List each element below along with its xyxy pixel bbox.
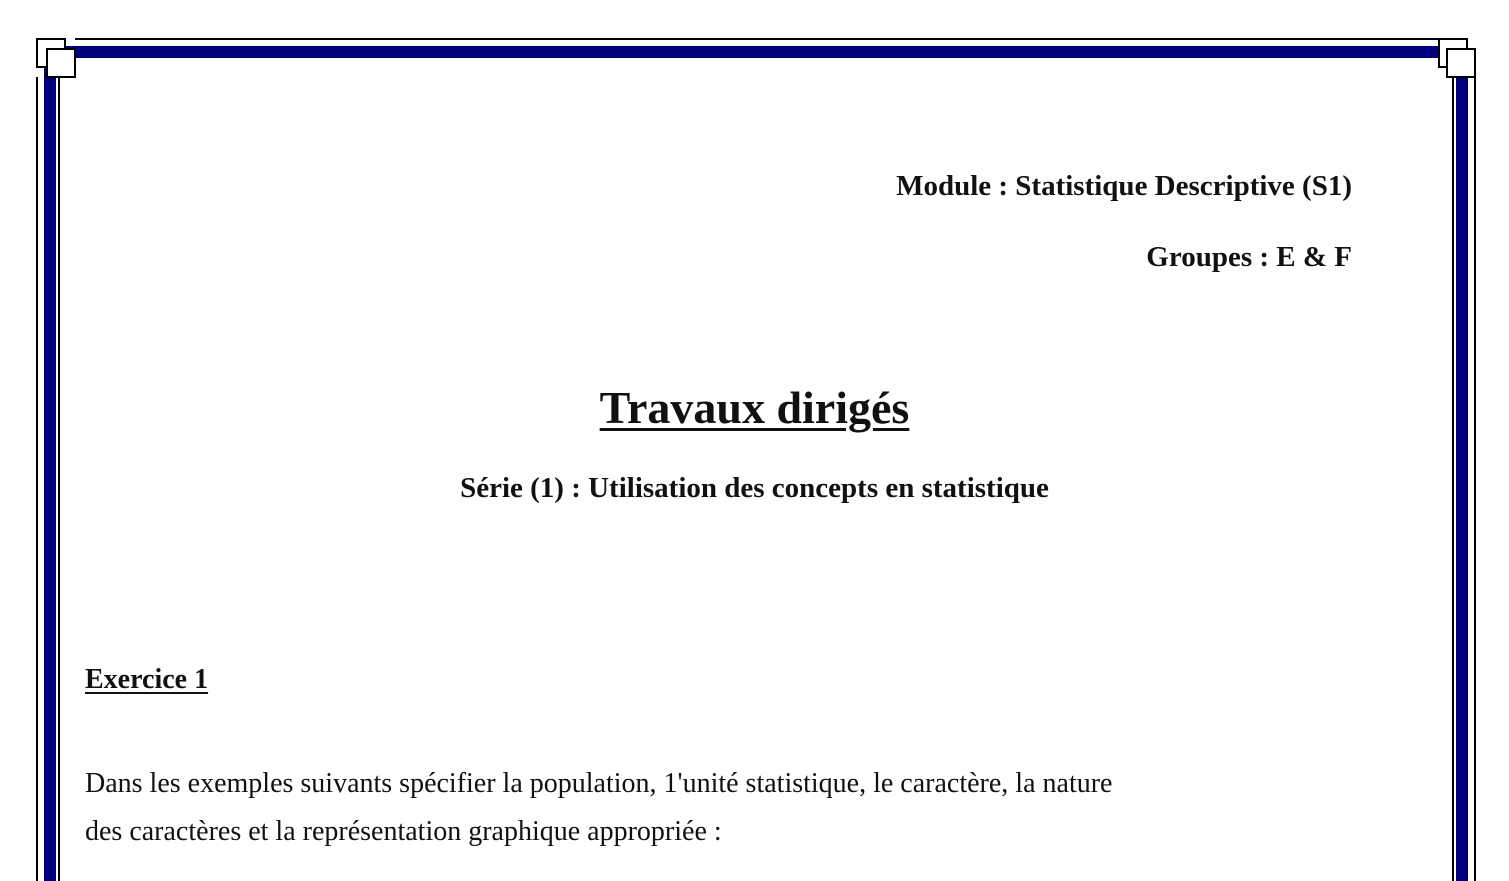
groups-label: Groupes : E & F xyxy=(1146,241,1352,273)
exercise-heading: Exercice 1 xyxy=(85,664,209,695)
border-left-band xyxy=(44,46,56,881)
border-top-band xyxy=(44,46,1468,58)
corner-ornament-top-left-inner xyxy=(46,48,76,78)
paragraph-line: Dans les exemples suivants spécifier la population, 1'unité statistique, le caractère, la nature xyxy=(85,768,1113,799)
module-label: Module : Statistique Descriptive (S1) xyxy=(896,170,1352,202)
page-title xyxy=(0,384,1509,432)
paragraph-line: des caractères et la représentation graphique appropriée : xyxy=(85,816,722,847)
page-title-text: Travaux dirigés xyxy=(599,382,910,433)
series-subtitle: Série (1) : Utilisation des concepts en statistique xyxy=(460,472,1049,504)
corner-ornament-top-right-inner xyxy=(1446,48,1476,78)
border-top-line xyxy=(75,38,1438,40)
border-right-band xyxy=(1456,46,1468,881)
exercise-paragraph xyxy=(85,760,1355,856)
